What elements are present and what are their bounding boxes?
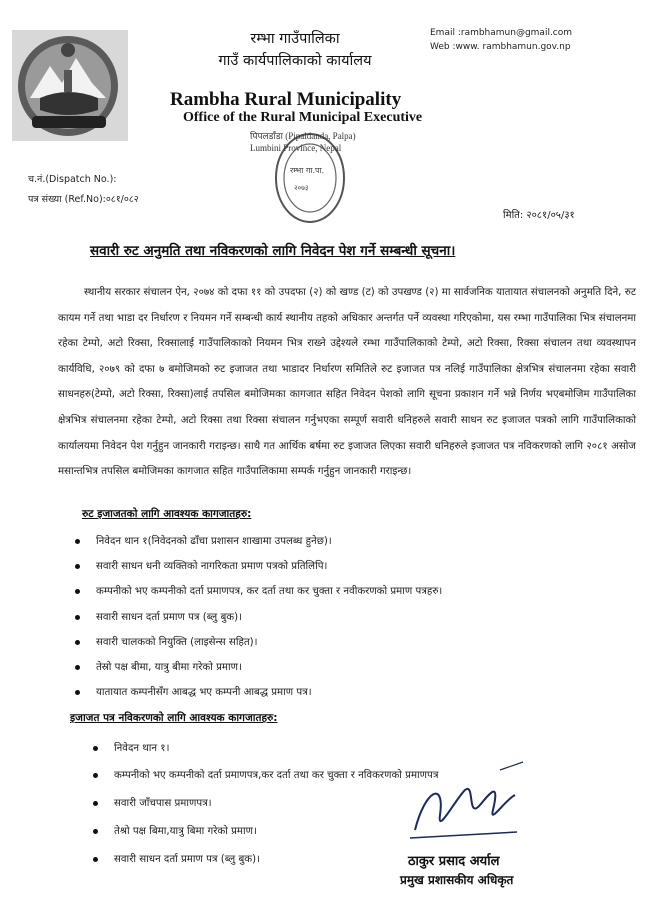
bullet-icon <box>75 564 80 569</box>
list-item: कम्पनीको भए कम्पनीको दर्ता प्रमाणपत्र,कर दर्ता तथा कर चुक्ता र नविकरणको प्रमाणपत्र <box>93 767 438 781</box>
address-text: पिपलडाँडा (Pipaldanda, Palpa) <box>250 131 356 141</box>
email-text: Email :rambhamun@gmail.com <box>430 28 573 38</box>
bullet-icon <box>75 589 80 594</box>
renewal-section-heading: इजाजत पत्र नविकरणको लागि आवश्यक कागजातहरु: <box>70 712 278 724</box>
list-item: सवारी चालकको नियुक्ति (लाइसेन्स सहित)। <box>75 634 258 648</box>
municipality-name-np: रम्भा गाउँपालिका <box>250 31 340 47</box>
reference-number: पत्र संख्या (Ref.No):०८१/०८२ <box>28 194 139 205</box>
header-nepali <box>195 28 395 72</box>
bullet-icon <box>93 801 98 806</box>
list-item: निवेदन थान १(निवेदनको ढाँचा प्रशासन शाखामा उपलब्ध हुनेछ)। <box>75 533 332 547</box>
letter-date: मिति: २०८१/०५/३१ <box>503 210 575 221</box>
svg-text:२०७३: २०७३ <box>294 184 309 192</box>
web-text: Web :www. rambhamun.gov.np <box>430 42 571 52</box>
bullet-icon <box>75 615 80 620</box>
bullet-icon <box>93 773 98 778</box>
list-item: तेश्रो पक्ष बिमा,यात्रु बिमा गरेको प्रमाण। <box>93 823 257 837</box>
notice-title: सवारी रुट अनुमति तथा नविकरणको लागि निवेदन पेश गर्ने सम्बन्धी सूचना। <box>90 243 456 259</box>
signature-icon <box>405 760 525 850</box>
list-item: तेस्रो पक्ष बीमा, यात्रु बीमा गरेको प्रमाण। <box>75 659 242 673</box>
svg-text:रम्भा गा.पा.: रम्भा गा.पा. <box>290 166 325 175</box>
signatory-name: ठाकुर प्रसाद अर्याल <box>408 854 500 869</box>
nepal-emblem-icon <box>10 28 130 143</box>
list-item: सवारी साधन दर्ता प्रमाण पत्र (ब्लु बुक)। <box>75 609 242 623</box>
bullet-icon <box>75 690 80 695</box>
province-text: Lumbini Province, Nepal <box>250 143 342 153</box>
list-item: सवारी साधन धनी व्यक्तिको नागरिकता प्रमाण पत्रको प्रतिलिपि। <box>75 558 327 572</box>
bullet-icon <box>93 857 98 862</box>
list-item: यातायात कम्पनीसँग आबद्ध भए कम्पनी आबद्ध प्रमाण पत्र। <box>75 684 312 698</box>
office-name-np: गाउँ कार्यपालिकाको कार्यालय <box>218 53 372 69</box>
municipality-name-en: Rambha Rural Municipality <box>170 89 402 110</box>
list-item: निवेदन थान १। <box>93 740 169 754</box>
office-name-en: Office of the Rural Municipal Executive <box>183 110 423 125</box>
dispatch-number: च.नं.(Dispatch No.): <box>28 174 117 185</box>
bullet-icon <box>93 829 98 834</box>
notice-body: स्थानीय सरकार संचालन ऐन, २०७४ को दफा ११ को उपदफा (२) को खण्ड (ट) को उपखण्ड (२) मा सार्वजनिक यातायात संचालनको अनुमति दिने, रुट कायम गर्ने तथा भाडा दर निर्धारण र नियमन गर्ने सम्बन्धी कार्य स्थानीय तहको अधिकार अन्तर्गत पर्ने व्यवस्था गरिएकोमा, यस रम्भा गाउँपालिका भित्र संचालनमा रहेका टेम्पो, अटो रिक्सा, रिक्सालाई गाउँपालिकाको नियमन भित्र राख्ने उद्देश्यले रम्भा गाउँपालिकाको टेम्पो, अटो रिक्सा, रिक्सा संचालन तथा व्यवस्थापन कार्यविधि, २०७९ को दफा ७ बमोजिमको रुट इजाजत तथा भाडादर निर्धारण समितिले रुट इजाजत पत्र नलिई गाउँपालिका क्षेत्रभित्र संचालनमा रहेका सवारी साधनहरु(टेम्पो, अटो रिक्सा, रिक्सा)लाई तपसिल बमोजिमका कागजात सहित निवेदन पेशको लागि सूचना प्रकाशन गर्ने भन्ने निर्णय भएबमोजिम गाउँपालिका क्षेत्रभित्र संचालनमा रहेका टेम्पो, अटो रिक्सा तथा रिक्सा संचालन गर्नुभएका सम्पूर्ण सवारी धनिहरुले सवारी साधन रुट इजाजत पत्रको लागि गाउँपालिकाको कार्यालयमा निवेदन पेश गर्नुहुन जानकारी गराइन्छ। साथै गत आर्थिक बर्षमा रुट इजाजत लिएका सवारी धनिहरुले इजाजत पत्र नविकरणको लागि २०८१ असोज मसान्तभित्र तपसिल बमोजिमका कागजात सहित गाउँपालिकामा सम्पर्क गर्नुहुन जानकारी गराइन्छ। <box>58 287 636 478</box>
bullet-icon <box>75 539 80 544</box>
contact-info <box>430 26 572 54</box>
bullet-icon <box>75 640 80 645</box>
route-section-heading: रुट इजाजतको लागि आवश्यक कागजातहरु: <box>82 508 252 520</box>
list-item: कम्पनीको भए कम्पनीको दर्ता प्रमाणपत्र, कर दर्ता तथा कर चुक्ता र नवीकरणको प्रमाण पत्रहरु। <box>75 583 442 597</box>
list-item: सवारी जाँचपास प्रमाणपत्र। <box>93 795 212 809</box>
bullet-icon <box>75 665 80 670</box>
bullet-icon <box>93 746 98 751</box>
list-item: सवारी साधन दर्ता प्रमाण पत्र (ब्लु बुक)। <box>93 851 260 865</box>
signatory-title: प्रमुख प्रशासकीय अधिकृत <box>400 873 514 887</box>
